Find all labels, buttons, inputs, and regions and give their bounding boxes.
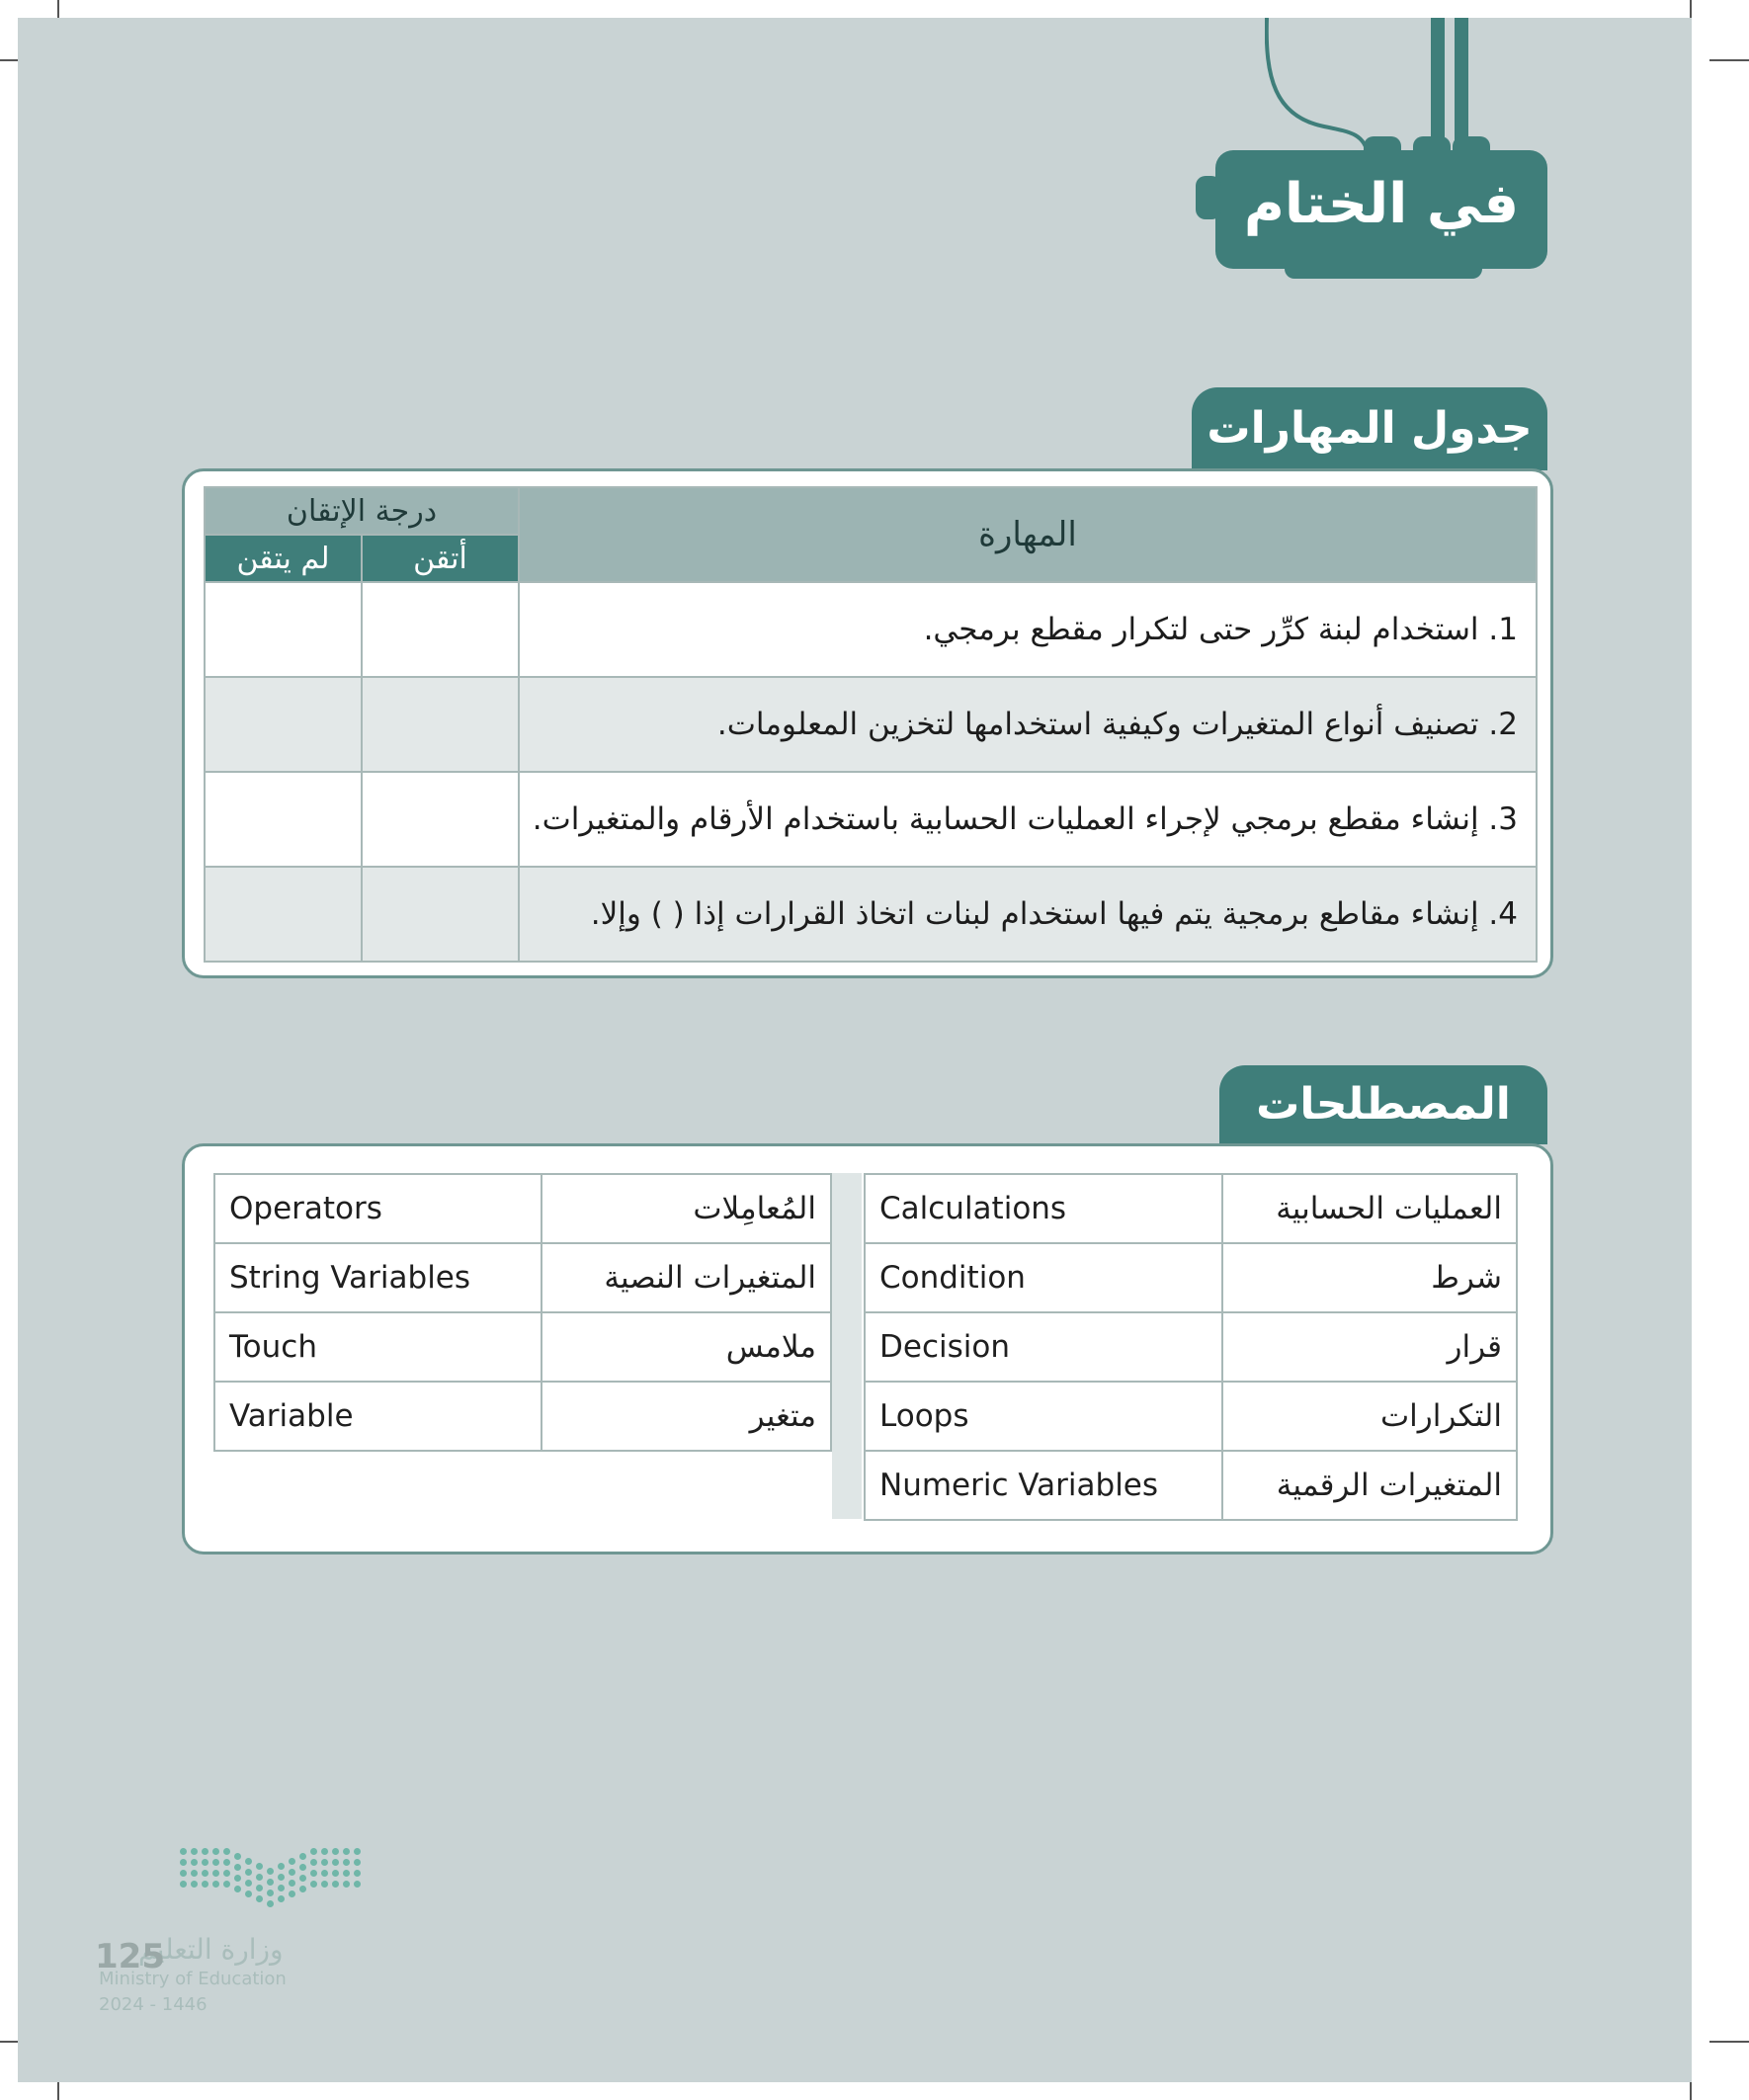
logo-dot <box>321 1848 328 1855</box>
logo-dot <box>223 1881 230 1888</box>
table-row <box>205 772 1537 867</box>
logo-dot <box>354 1870 361 1877</box>
column-divider <box>832 1173 862 1519</box>
logo-dot <box>289 1890 295 1897</box>
logo-dot <box>289 1880 295 1887</box>
logo-dot <box>332 1859 339 1866</box>
logo-dot <box>310 1859 317 1866</box>
logo-dot <box>180 1859 187 1866</box>
term-arabic: التكرارات <box>1222 1382 1517 1451</box>
logo-dot <box>343 1870 350 1877</box>
logo-dot <box>191 1881 198 1888</box>
term-arabic: ملامس <box>541 1312 831 1382</box>
connector-nub <box>1413 136 1451 158</box>
logo-dot <box>354 1859 361 1866</box>
page-number: 125 <box>95 1937 165 1976</box>
terms-table-left <box>213 1173 832 1452</box>
skills-table <box>204 486 1538 963</box>
term-arabic: المُعامِلات <box>541 1174 831 1243</box>
not-mastered-cell[interactable] <box>205 677 362 772</box>
logo-dot <box>180 1870 187 1877</box>
mastered-cell[interactable] <box>362 867 519 962</box>
skill-text: 2. تصنيف أنواع المتغيرات وكيفية استخدامها لتخزين المعلومات. <box>519 677 1537 772</box>
logo-dot <box>321 1859 328 1866</box>
logo-dot <box>299 1886 306 1892</box>
term-arabic: قرار <box>1222 1312 1517 1382</box>
logo-dot <box>299 1875 306 1882</box>
mastered-cell[interactable] <box>362 772 519 867</box>
skills-tab: جدول المهارات <box>1192 387 1547 470</box>
logo-dot <box>278 1885 285 1891</box>
term-row <box>214 1174 831 1243</box>
crop-mark <box>1709 59 1749 61</box>
connector-base <box>1285 259 1482 279</box>
term-english: Touch <box>214 1312 541 1382</box>
term-arabic: شرط <box>1222 1243 1517 1312</box>
term-row <box>865 1174 1517 1243</box>
logo-dot <box>289 1869 295 1876</box>
ministry-name-english: Ministry of Education <box>99 1969 287 1989</box>
logo-dot <box>223 1859 230 1866</box>
logo-dot <box>343 1859 350 1866</box>
logo-dot <box>202 1870 208 1877</box>
not-mastered-cell[interactable] <box>205 772 362 867</box>
term-row <box>865 1382 1517 1451</box>
term-english: Numeric Variables <box>865 1451 1222 1520</box>
logo-dot <box>299 1853 306 1860</box>
term-english: Variable <box>214 1382 541 1451</box>
connector-nub <box>1453 136 1490 158</box>
logo-dot <box>343 1881 350 1888</box>
mastered-header: أتقن <box>362 535 519 582</box>
term-row <box>214 1382 831 1451</box>
term-row <box>865 1451 1517 1520</box>
logo-dot <box>332 1881 339 1888</box>
logo-dot <box>202 1848 208 1855</box>
logo-dot <box>256 1874 263 1881</box>
logo-dot <box>354 1848 361 1855</box>
mastery-degree-header: درجة الإتقان <box>205 487 519 535</box>
skill-text: 3. إنشاء مقطع برمجي لإجراء العمليات الحسابية باستخدام الأرقام والمتغيرات. <box>519 772 1537 867</box>
logo-dot <box>343 1848 350 1855</box>
term-row <box>865 1243 1517 1312</box>
connector-bar <box>1455 18 1468 156</box>
mastered-cell[interactable] <box>362 677 519 772</box>
term-arabic: متغير <box>541 1382 831 1451</box>
term-english: Loops <box>865 1382 1222 1451</box>
closing-title-block <box>1215 150 1547 269</box>
skill-text: 4. إنشاء مقاطع برمجية يتم فيها استخدام لبنات اتخاذ القرارات إذا ( ) وإلا. <box>519 867 1537 962</box>
cable-graphic <box>1265 18 1393 156</box>
page-background <box>18 18 1692 2082</box>
table-row <box>205 867 1537 962</box>
table-row <box>205 677 1537 772</box>
ministry-name-arabic: وزارة التعليم <box>138 1933 284 1966</box>
connector-bar <box>1431 18 1445 156</box>
logo-dot <box>180 1848 187 1855</box>
logo-dot <box>202 1859 208 1866</box>
logo-dot <box>245 1880 252 1887</box>
not-mastered-header: لم يتقن <box>205 535 362 582</box>
logo-dot <box>234 1864 241 1871</box>
logo-dot <box>245 1890 252 1897</box>
logo-dot <box>245 1858 252 1865</box>
page-title: في الختام <box>1243 172 1520 236</box>
logo-dot <box>310 1848 317 1855</box>
logo-dot <box>180 1881 187 1888</box>
logo-dot <box>234 1886 241 1892</box>
logo-dot <box>299 1864 306 1871</box>
logo-dot <box>212 1870 219 1877</box>
crop-mark <box>1709 2041 1749 2043</box>
term-english: Decision <box>865 1312 1222 1382</box>
logo-dot <box>223 1848 230 1855</box>
logo-dot <box>256 1885 263 1891</box>
term-arabic: المتغيرات الرقمية <box>1222 1451 1517 1520</box>
logo-dot <box>332 1848 339 1855</box>
term-arabic: المتغيرات النصية <box>541 1243 831 1312</box>
terms-table-right <box>864 1173 1518 1521</box>
logo-dot <box>234 1875 241 1882</box>
term-row <box>214 1312 831 1382</box>
logo-dot <box>310 1881 317 1888</box>
term-english: Operators <box>214 1174 541 1243</box>
logo-dot <box>278 1895 285 1902</box>
not-mastered-cell[interactable] <box>205 582 362 677</box>
connector-nub <box>1364 136 1401 158</box>
year-label: 2024 - 1446 <box>99 1994 208 2015</box>
not-mastered-cell[interactable] <box>205 867 362 962</box>
logo-dot <box>278 1874 285 1881</box>
logo-dot <box>267 1879 274 1886</box>
logo-dot <box>191 1870 198 1877</box>
mastered-cell[interactable] <box>362 582 519 677</box>
logo-dot <box>212 1859 219 1866</box>
logo-dot <box>234 1853 241 1860</box>
logo-dot <box>278 1863 285 1870</box>
skill-text: 1. استخدام لبنة كرِّر حتى لتكرار مقطع برمجي. <box>519 582 1537 677</box>
logo-dot <box>267 1900 274 1907</box>
logo-dot <box>354 1881 361 1888</box>
logo-dot <box>267 1868 274 1875</box>
logo-dot <box>202 1881 208 1888</box>
logo-dot <box>321 1881 328 1888</box>
logo-dot <box>245 1869 252 1876</box>
logo-dot <box>256 1863 263 1870</box>
skill-header: المهارة <box>519 487 1537 582</box>
terms-tab: المصطلحات <box>1219 1065 1547 1144</box>
term-english: Calculations <box>865 1174 1222 1243</box>
term-row <box>214 1243 831 1312</box>
logo-dot <box>212 1881 219 1888</box>
logo-dot <box>256 1895 263 1902</box>
logo-dot <box>332 1870 339 1877</box>
table-row <box>205 582 1537 677</box>
logo-dot <box>289 1858 295 1865</box>
term-english: Condition <box>865 1243 1222 1312</box>
logo-dot <box>191 1848 198 1855</box>
logo-dot <box>223 1870 230 1877</box>
logo-dot <box>310 1870 317 1877</box>
term-arabic: العمليات الحسابية <box>1222 1174 1517 1243</box>
logo-dot <box>212 1848 219 1855</box>
logo-dot <box>191 1859 198 1866</box>
term-row <box>865 1312 1517 1382</box>
logo-dot <box>321 1870 328 1877</box>
term-english: String Variables <box>214 1243 541 1312</box>
logo-dot <box>267 1890 274 1896</box>
